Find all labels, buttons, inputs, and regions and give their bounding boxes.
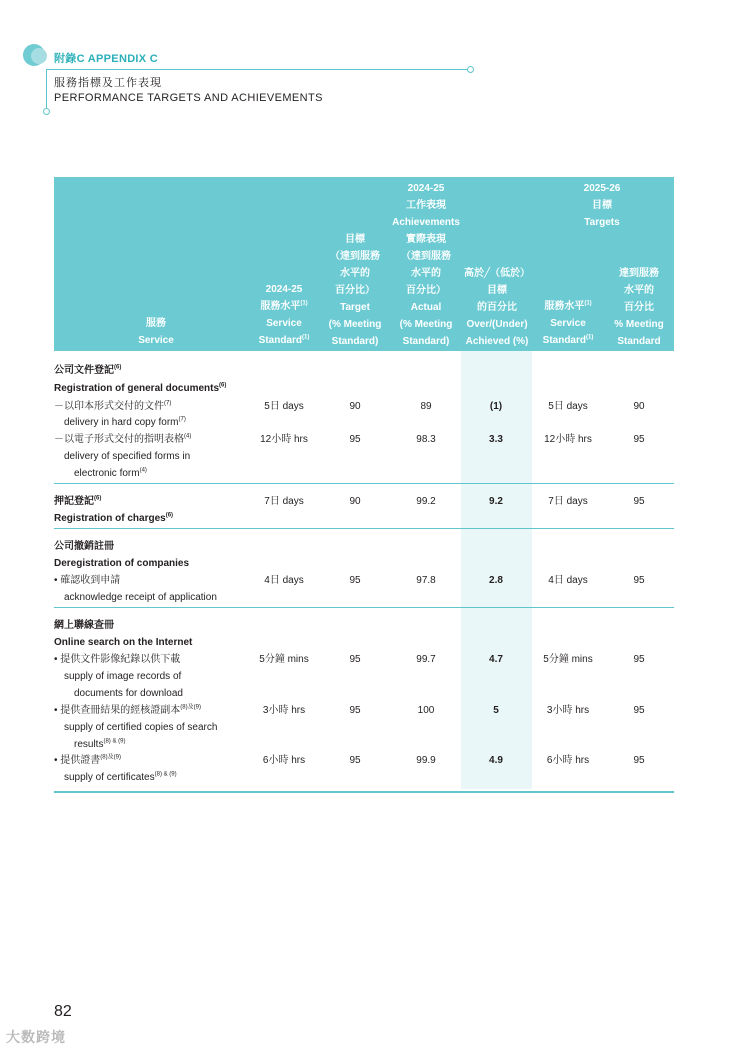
cell-standard-2526: 7日 days	[548, 496, 588, 507]
cell-target: 95	[349, 575, 361, 586]
section-title-zh: 公司文件登記$^{(6)}$	[54, 364, 122, 376]
col-header-over-under: 高於╱（低於） 目標 的百分比 Over/(Under) Achieved (%)	[463, 268, 531, 347]
cell-standard-2526: 5分鐘 mins	[543, 654, 593, 665]
col-header-standard-2526: 服務水平$^{(1)}$ Service Standard$^{(1)}$	[542, 300, 594, 346]
cell-standard-2425: 3小時 hrs	[262, 705, 306, 716]
page-number: 82	[54, 1003, 72, 1020]
cell-standard-2526: 4日 days	[548, 575, 588, 586]
cell-target-2526: 95	[633, 755, 645, 766]
col-header-target-2526: 達到服務 水平的 百分比 % Meeting Standard	[614, 268, 664, 347]
cell-standard-2526: 5日 days	[548, 401, 588, 412]
section-title-zh: 公司撤銷註冊	[54, 541, 114, 552]
cell-target-2526: 95	[633, 434, 645, 445]
section-title-en: Registration of charges$^{(6)}$	[54, 512, 174, 524]
row-label-en: delivery in hard copy form$^{(7)}$	[64, 416, 186, 428]
over-under-column-highlight	[461, 351, 532, 789]
cell-standard-2526: 6小時 hrs	[546, 755, 590, 766]
row-label-zh: • 確認收到申請	[54, 575, 121, 586]
cell-standard-2526: 12小時 hrs	[544, 434, 592, 445]
row-label-zh: • 提供文件影像紀錄以供下載	[54, 654, 181, 665]
cell-actual: 89	[420, 401, 432, 412]
page-title-zh: 服務指標及工作表現	[54, 77, 162, 89]
cell-actual: 100	[417, 705, 435, 716]
appendix-label: 附錄C APPENDIX C	[54, 53, 159, 65]
col-header-target: 目標 （達到服務 水平的 百分比） Target (% Meeting Standard)	[328, 234, 382, 347]
col-group-header-2526-targets: 2025-26 目標 Targets	[583, 183, 621, 228]
cell-standard-2425: 7日 days	[264, 496, 304, 507]
row-label-zh: －以電子形式交付的指明表格$^{(4)}$	[54, 433, 192, 445]
row-label-en-cont: documents for download	[74, 688, 183, 699]
section-divider	[54, 528, 674, 529]
row-label-zh: • 提供查冊結果的經核證副本$^{(8)及(9)}$	[54, 704, 201, 716]
cell-standard-2425: 6小時 hrs	[262, 755, 306, 766]
cell-actual: 99.2	[416, 496, 436, 507]
cell-actual: 99.7	[416, 654, 436, 665]
header-rule-horizontal	[46, 69, 468, 70]
section-divider	[54, 607, 674, 608]
cell-over-under: 3.3	[489, 434, 503, 445]
cell-over-under: (1)	[489, 401, 503, 412]
header-ornament-circle-light	[31, 48, 47, 64]
cell-target-2526: 95	[633, 654, 645, 665]
header-rule-bottom-dot	[43, 108, 50, 115]
row-label-zh: －以印本形式交付的文件$^{(7)}$	[54, 400, 172, 412]
cell-over-under: 4.7	[489, 654, 503, 665]
cell-target-2526: 90	[633, 401, 645, 412]
cell-target: 95	[349, 755, 361, 766]
cell-over-under: 9.2	[489, 496, 503, 507]
col-header-actual: 實際表現 （達到服務 水平的 百分比） Actual (% Meeting Standard)	[399, 234, 453, 347]
row-label-zh: • 提供證書$^{(8)及(9)}$	[54, 754, 121, 766]
cell-actual: 97.8	[416, 575, 436, 586]
cell-target: 95	[349, 654, 361, 665]
cell-actual: 99.9	[416, 755, 436, 766]
header-rule-end-dot	[467, 66, 474, 73]
row-label-en: acknowledge receipt of application	[64, 592, 217, 603]
row-label-en: supply of image records of	[64, 671, 182, 682]
cell-over-under: 5	[493, 705, 499, 716]
cell-actual: 98.3	[416, 434, 436, 445]
section-title-en: Registration of general documents$^{(6)}$	[54, 382, 227, 394]
section-title-zh: 押記登記$^{(6)}$	[54, 495, 102, 507]
row-label-en: supply of certificates$^{(8) \& (9)}$	[64, 771, 177, 783]
section-title-en: Deregistration of companies	[54, 558, 190, 569]
cell-over-under: 2.8	[489, 575, 503, 586]
cell-target: 95	[349, 434, 361, 445]
cell-standard-2425: 12小時 hrs	[260, 434, 308, 445]
cell-target-2526: 95	[633, 575, 645, 586]
row-label-en-cont: results$^{(8) \& (9)}$	[74, 738, 126, 750]
page-title-en: PERFORMANCE TARGETS AND ACHIEVEMENTS	[54, 92, 323, 104]
section-title-en: Online search on the Internet	[54, 637, 193, 648]
cell-standard-2425: 5日 days	[264, 401, 304, 412]
cell-target: 95	[349, 705, 361, 716]
col-header-standard-2425: 2024-25 服務水平$^{(1)}$ Service Standard$^{(1)}$	[258, 284, 310, 346]
col-header-service: 服務 Service	[138, 318, 174, 346]
cell-target-2526: 95	[633, 705, 645, 716]
section-title-zh: 網上聯線查冊	[54, 620, 114, 631]
cell-standard-2425: 5分鐘 mins	[259, 654, 309, 665]
section-divider	[54, 483, 674, 484]
cell-standard-2425: 4日 days	[264, 575, 304, 586]
watermark-logo: 大数跨境	[6, 1029, 66, 1045]
table-bottom-rule	[54, 791, 674, 793]
cell-target: 90	[349, 496, 361, 507]
cell-standard-2526: 3小時 hrs	[546, 705, 590, 716]
row-label-en-cont: electronic form$^{(4)}$	[74, 467, 147, 479]
col-group-header-2425-achievements: 2024-25 工作表現 Achievements	[392, 183, 460, 228]
cell-target-2526: 95	[633, 496, 645, 507]
header-rule-vertical	[46, 69, 47, 109]
cell-target: 90	[349, 401, 361, 412]
row-label-en: delivery of specified forms in	[64, 451, 191, 462]
row-label-en: supply of certified copies of search	[64, 722, 218, 733]
cell-over-under: 4.9	[489, 755, 503, 766]
